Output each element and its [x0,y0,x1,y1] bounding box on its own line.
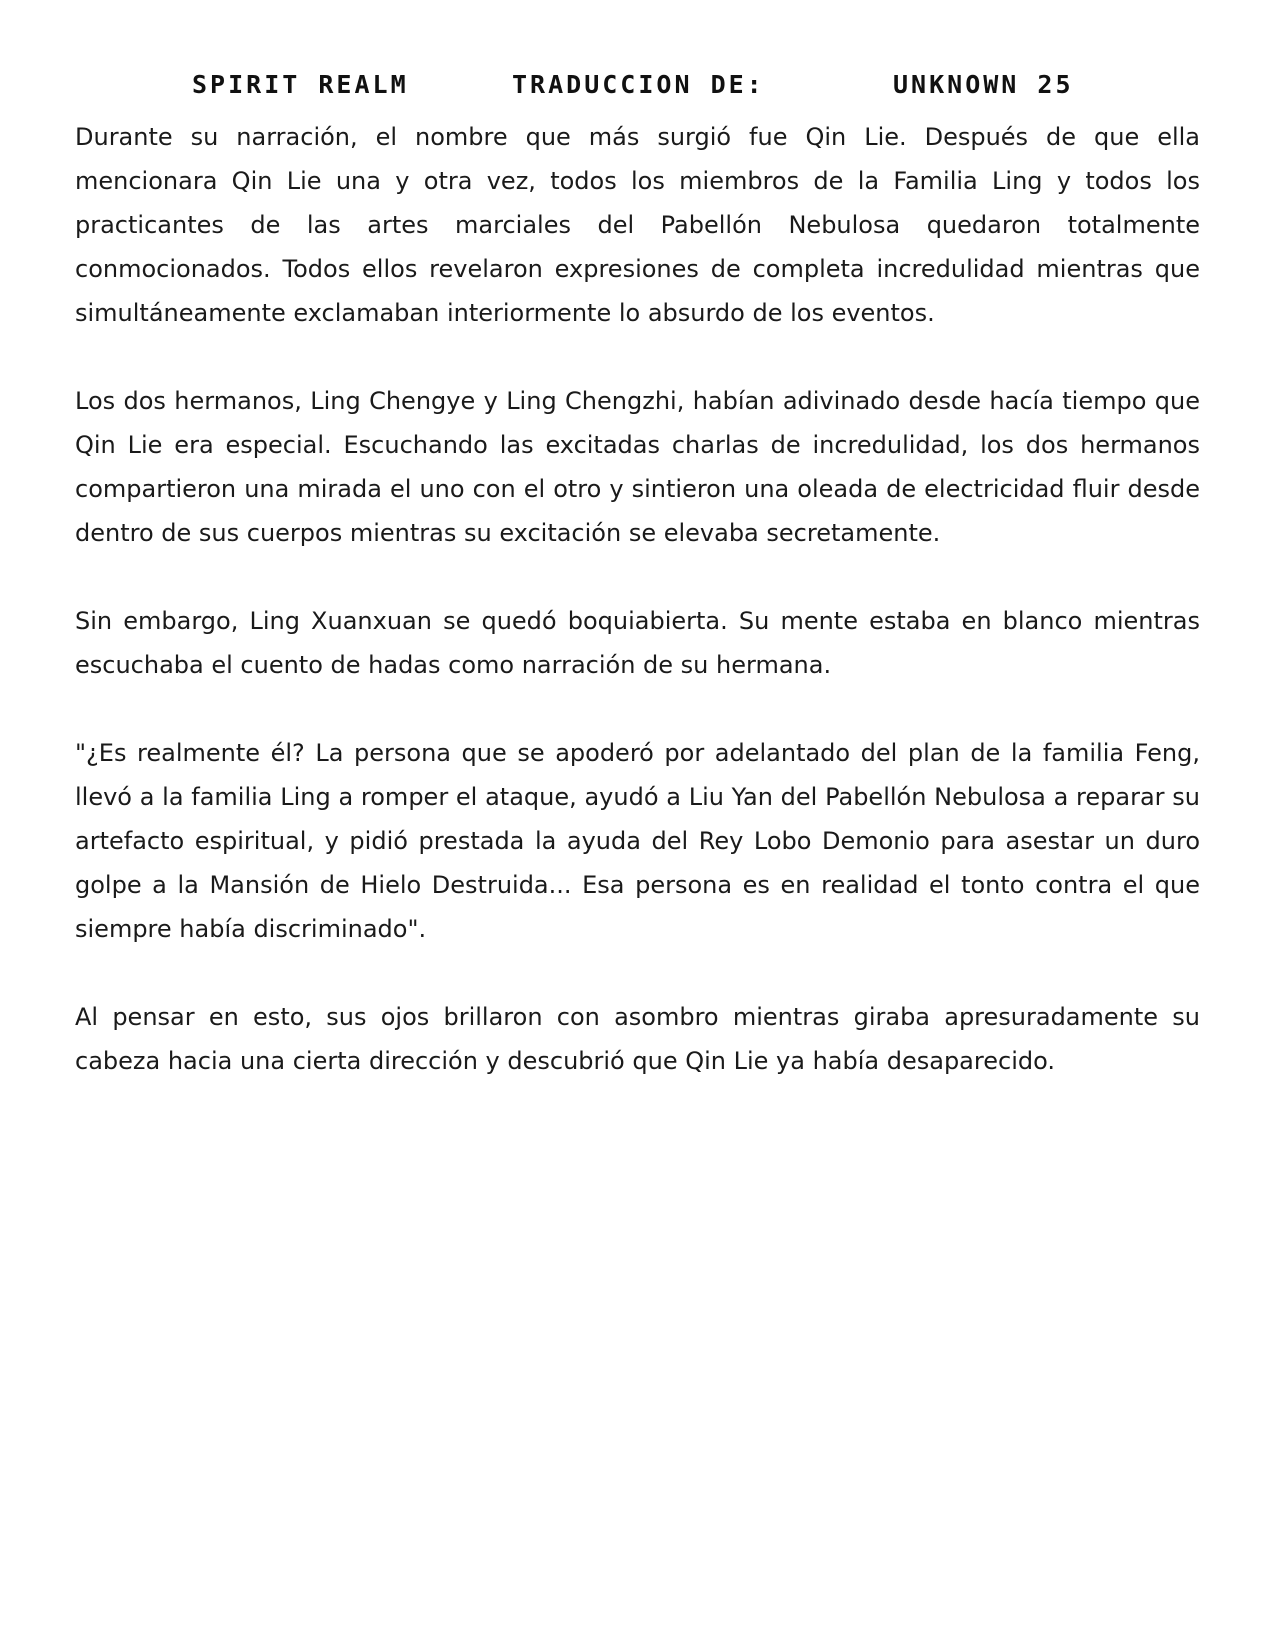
paragraph: "¿Es realmente él? La persona que se apoderó por adelantado del plan de la familia Feng, llevó a la familia Ling a romper el ataque, ayudó a Liu Yan del Pabellón Nebulosa a reparar su artefacto espiritual, y pidió prestada la ayuda del Rey Lobo Demonio para asestar un duro golpe a la Mansión de Hielo Destruida... Esa persona es en realidad el tonto contra el que siempre había discriminado". [75,739,1200,943]
paragraph: Durante su narración, el nombre que más surgió fue Qin Lie. Después de que ella mencionara Qin Lie una y otra vez, todos los miembros de la Familia Ling y todos los practicantes de las artes marciales del Pabellón Nebulosa quedaron totalmente conmocionados. Todos ellos revelaron expresiones de completa incredulidad mientras que simultáneamente exclamaban interiormente lo absurdo de los eventos. [75,123,1200,327]
header-translation-label: TRADUCCION DE: [512,70,765,99]
paragraph: Sin embargo, Ling Xuanxuan se quedó boquiabierta. Su mente estaba en blanco mientras escuchaba el cuento de hadas como narración de su hermana. [75,607,1200,679]
paragraph: Los dos hermanos, Ling Chengye y Ling Chengzhi, habían adivinado desde hacía tiempo que Qin Lie era especial. Escuchando las excitadas charlas de incredulidad, los dos hermanos compartieron una mirada el uno con el otro y sintieron una oleada de electricidad fluir desde dentro de sus cuerpos mientras su excitación se elevaba secretamente. [75,387,1200,547]
paragraph: Al pensar en esto, sus ojos brillaron con asombro mientras giraba apresuradamente su cabeza hacia una cierta dirección y descubrió que Qin Lie ya había desaparecido. [75,1003,1200,1075]
header-title: SPIRIT REALM [192,70,409,99]
header-translator: UNKNOWN 25 [893,70,1074,99]
document-body [75,115,1200,1127]
page-header [0,70,1275,110]
